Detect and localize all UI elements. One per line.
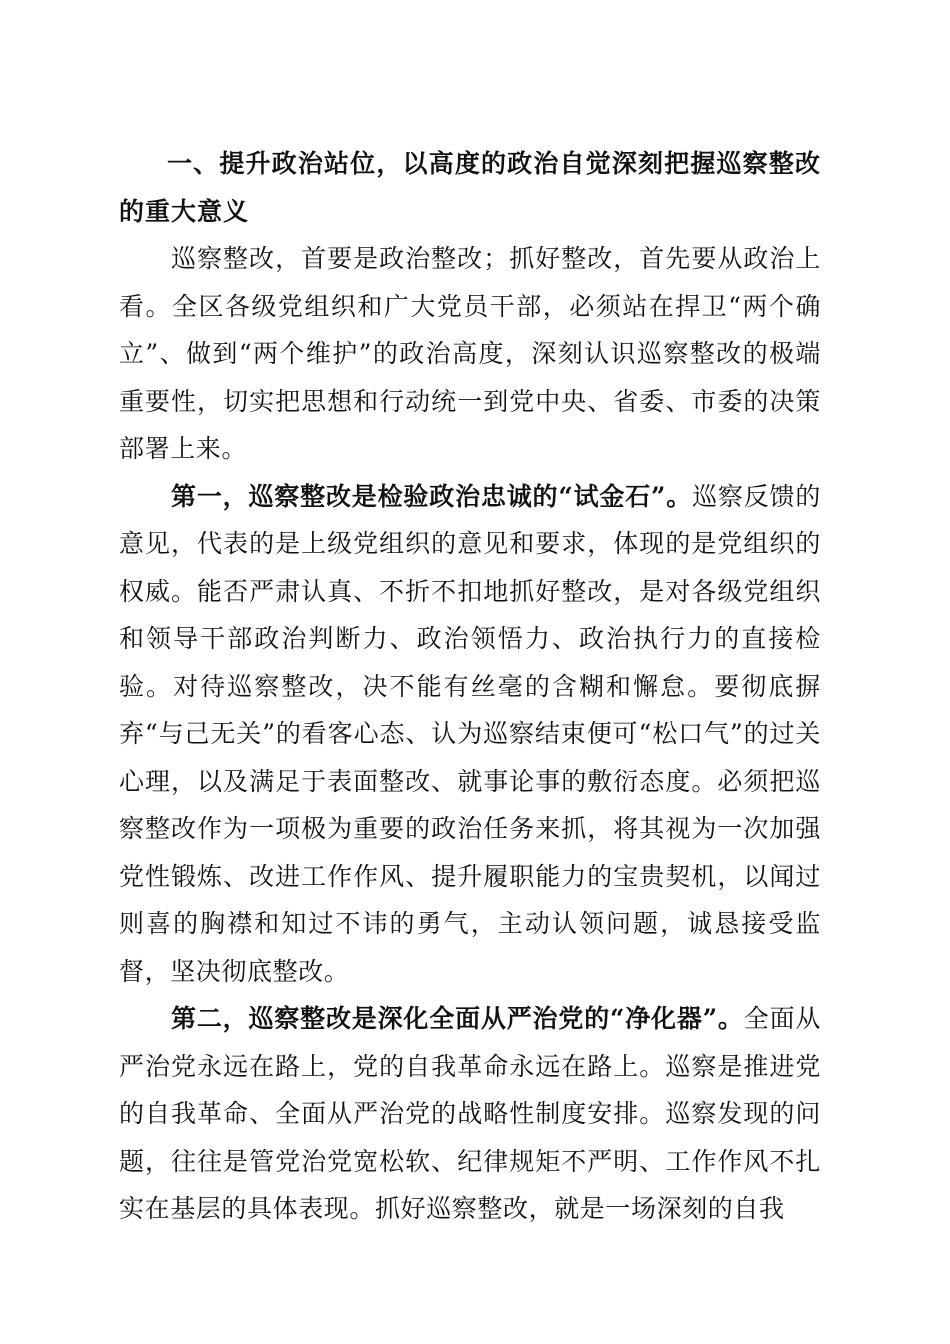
paragraph-text: 全面从严治党永远在路上，党的自我革命永远在路上。巡察是推进党的自我革命、全面从严治党的战略性制度安排。巡察发现的问题，往往是管党治党宽松软、纪律规矩不严明、工作作风不扎实在基层的具体表现。抓好巡察整改，就是一场深刻的自我 (119, 1004, 822, 1223)
document-body (119, 140, 821, 1233)
paragraph-intro (119, 235, 821, 473)
paragraph-lead: 第一，巡察整改是检验政治忠诚的“试金石”。 (171, 481, 693, 511)
paragraph-text: 巡察整改，首要是政治整改；抓好整改，首先要从政治上看。全区各级党组织和广大党员干部，必须站在捍卫“两个确立”、做到“两个维护”的政治高度，深刻认识巡察整改的极端重要性，切实把思想和行动统一到党中央、省委、市委的决策部署上来。 (119, 244, 821, 463)
section-heading: 一、提升政治站位，以高度的政治自觉深刻把握巡察整改的重大意义 (119, 149, 821, 226)
paragraph-first (119, 473, 821, 996)
paragraph-text: 巡察反馈的意见，代表的是上级党组织的意见和要求，体现的是党组织的权威。能否严肃认真、不折不扣地抓好整改，是对各级党组织和领导干部政治判断力、政治领悟力、政治执行力的直接检验。对待巡察整改，决不能有丝毫的含糊和懈怠。要彻底摒弃“与己无关”的看客心态、认为巡察结束便可“松口气”的过关心理，以及满足于表面整改、就事论事的敷衍态度。必须把巡察整改作为一项极为重要的政治任务来抓，将其视为一次加强党性锻炼、改进工作作风、提升履职能力的宝贵契机，以闻过则喜的胸襟和知过不讳的勇气，主动认领问题，诚恳接受监督，坚决彻底整改。 (119, 481, 821, 986)
paragraph-lead: 第二，巡察整改是深化全面从严治党的“净化器”。 (171, 1004, 744, 1033)
paragraph-second (119, 995, 821, 1233)
